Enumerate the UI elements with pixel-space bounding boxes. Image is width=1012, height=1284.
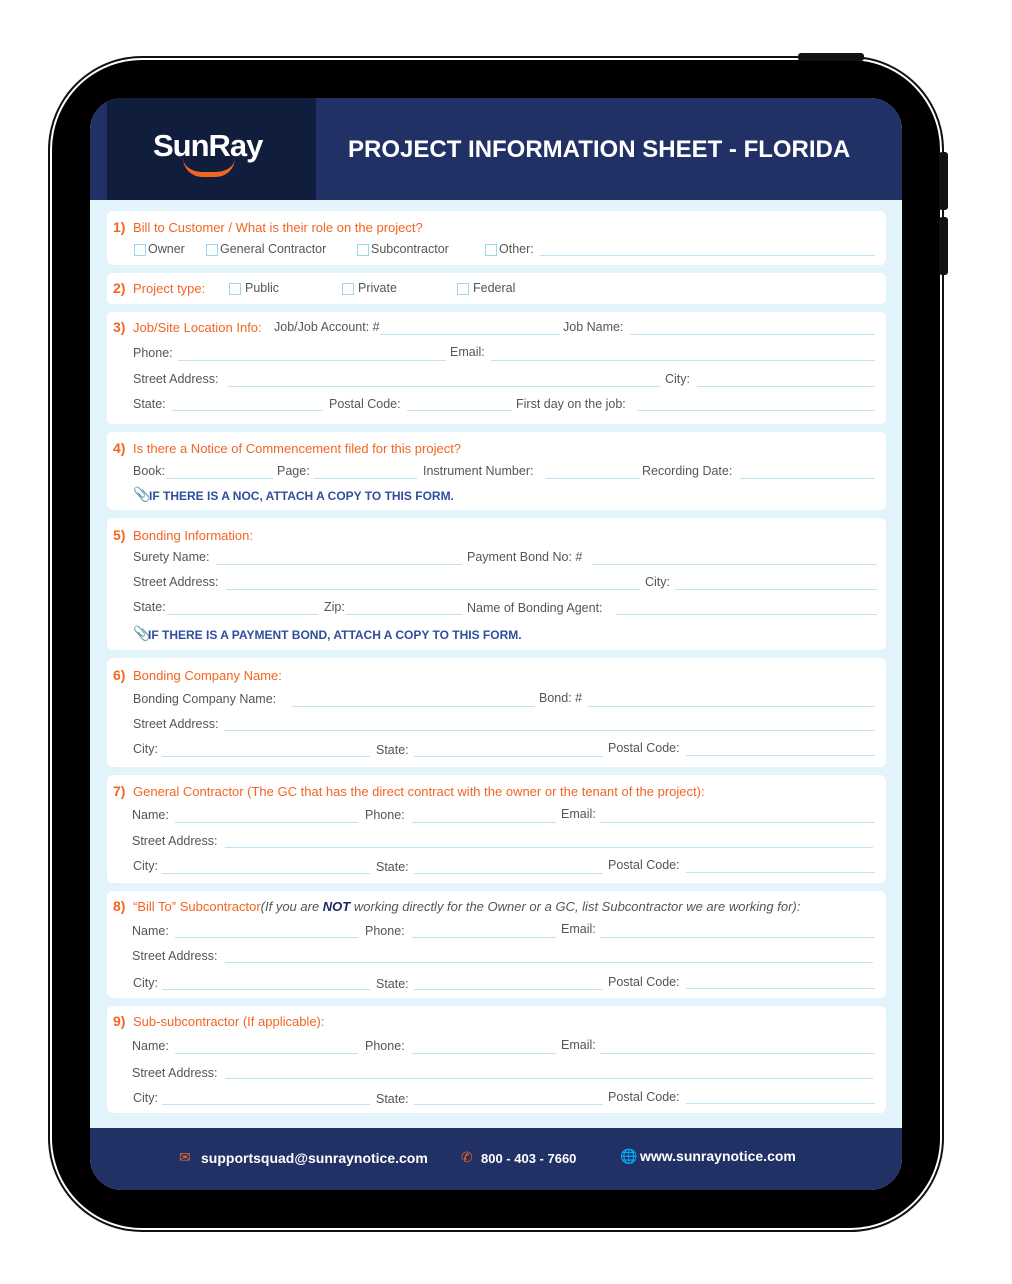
job-account-input[interactable] (380, 334, 560, 335)
job-name-label: Job Name: (563, 320, 624, 334)
street-label: Street Address: (133, 717, 219, 731)
book-input[interactable] (166, 478, 273, 479)
phone-label: Phone: (133, 346, 173, 360)
phone-label: Phone: (365, 808, 405, 822)
first-day-label: First day on the job: (516, 397, 626, 411)
phone-input[interactable] (412, 1053, 556, 1054)
payment-bond-label: Payment Bond No: # (467, 550, 583, 564)
volume-down-button (939, 217, 948, 275)
private-checkbox[interactable] (342, 283, 354, 295)
postal-code-input[interactable] (686, 1103, 875, 1104)
footer (90, 1128, 902, 1190)
phone-icon: ✆ (461, 1149, 473, 1165)
phone-label: Phone: (365, 1039, 405, 1053)
section-title: General Contractor (The GC that has the direct contract with the owner or the tenant of the project): (133, 784, 705, 799)
email-label: Email: (561, 922, 596, 936)
other-label: Other: (499, 242, 534, 256)
postal-code-input[interactable] (407, 410, 512, 411)
general-contractor-label: General Contractor (220, 242, 327, 256)
name-input[interactable] (175, 937, 358, 938)
email-input[interactable] (600, 822, 875, 823)
street-label: Street Address: (132, 949, 218, 963)
street-label: Street Address: (133, 372, 219, 386)
section-title: Bonding Information: (133, 528, 253, 543)
section-title: Job/Site Location Info: (133, 320, 262, 335)
state-input[interactable] (414, 756, 603, 757)
section-title: Sub-subcontractor (If applicable): (133, 1014, 325, 1029)
bonding-agent-input[interactable] (616, 614, 877, 615)
volume-up-button (939, 152, 948, 210)
street-input[interactable] (225, 962, 873, 963)
city-input[interactable] (162, 756, 370, 757)
job-name-input[interactable] (630, 334, 875, 335)
surety-name-label: Surety Name: (133, 550, 210, 564)
city-label: City: (133, 1091, 158, 1105)
federal-checkbox[interactable] (457, 283, 469, 295)
street-input[interactable] (228, 386, 660, 387)
public-checkbox[interactable] (229, 283, 241, 295)
street-label: Street Address: (132, 834, 218, 848)
state-input[interactable] (414, 1104, 603, 1105)
book-label: Book: (133, 464, 165, 478)
phone-label: Phone: (365, 924, 405, 938)
email-input[interactable] (600, 937, 875, 938)
city-label: City: (133, 859, 158, 873)
owner-checkbox[interactable] (134, 244, 146, 256)
city-input[interactable] (697, 386, 875, 387)
recording-date-label: Recording Date: (642, 464, 733, 478)
state-label: State: (376, 743, 409, 757)
city-label: City: (133, 976, 158, 990)
street-input[interactable] (225, 1078, 873, 1079)
section-number: 3) (113, 319, 126, 335)
noc-note: IF THERE IS A NOC, ATTACH A COPY TO THIS FORM. (149, 489, 454, 503)
state-label: State: (133, 600, 166, 614)
name-label: Name: (132, 808, 169, 822)
page-title: PROJECT INFORMATION SHEET - FLORIDA (348, 136, 851, 163)
phone-input[interactable] (178, 360, 446, 361)
postal-code-label: Postal Code: (608, 858, 680, 872)
subtitle-part: (If you are (260, 899, 323, 914)
owner-label: Owner (148, 242, 185, 256)
state-label: State: (376, 1092, 409, 1106)
envelope-icon: ✉ (179, 1149, 191, 1165)
state-input[interactable] (414, 989, 603, 990)
state-input[interactable] (172, 410, 323, 411)
city-input[interactable] (162, 873, 370, 874)
globe-icon: 🌐 (620, 1148, 638, 1164)
section-title (133, 899, 800, 914)
state-input[interactable] (414, 873, 603, 874)
phone-input[interactable] (412, 822, 556, 823)
bonding-agent-label: Name of Bonding Agent: (467, 601, 603, 615)
section-number: 8) (113, 898, 126, 914)
state-label: State: (376, 860, 409, 874)
zip-label: Zip: (324, 600, 345, 614)
state-input[interactable] (168, 614, 318, 615)
postal-code-input[interactable] (686, 755, 875, 756)
street-label: Street Address: (133, 575, 219, 589)
bond-number-input[interactable] (588, 706, 875, 707)
section-title: Bill to Customer / What is their role on the project? (133, 220, 423, 235)
name-input[interactable] (175, 1053, 358, 1054)
email-input[interactable] (491, 360, 875, 361)
instrument-number-input[interactable] (546, 478, 640, 479)
other-input[interactable] (540, 255, 875, 256)
section-number: 4) (113, 440, 126, 456)
surety-name-input[interactable] (216, 564, 462, 565)
other-checkbox[interactable] (485, 244, 497, 256)
city-input[interactable] (162, 1104, 370, 1105)
section-number: 7) (113, 783, 126, 799)
support-email-link[interactable]: supportsquad@sunraynotice.com (201, 1150, 428, 1166)
section-title-text: “Bill To” Subcontractor (133, 899, 261, 914)
paperclip-icon: 📎 (133, 486, 151, 502)
website-link[interactable]: www.sunraynotice.com (640, 1148, 796, 1164)
street-input[interactable] (225, 847, 873, 848)
city-input[interactable] (675, 589, 877, 590)
state-label: State: (133, 397, 166, 411)
bond-number-label: Bond: # (539, 691, 583, 705)
postal-code-label: Postal Code: (329, 397, 401, 411)
recording-date-input[interactable] (740, 478, 875, 479)
postal-code-label: Postal Code: (608, 1090, 680, 1104)
header (90, 98, 902, 200)
paperclip-icon: 📎 (133, 625, 151, 641)
subtitle-emphasis: NOT (322, 899, 351, 914)
street-input[interactable] (226, 589, 640, 590)
bonding-company-input[interactable] (292, 706, 535, 707)
email-label: Email: (561, 807, 596, 821)
email-label: Email: (450, 345, 485, 359)
street-input[interactable] (224, 730, 875, 731)
postal-code-label: Postal Code: (608, 741, 680, 755)
section-number: 2) (113, 280, 126, 296)
section-subtitle (261, 899, 801, 914)
subtitle-part: working directly for the Owner or a GC, list Subcontractor we are working for): (350, 899, 801, 914)
subcontractor-checkbox[interactable] (357, 244, 369, 256)
page-input[interactable] (314, 478, 417, 479)
logo (107, 98, 316, 200)
email-input[interactable] (600, 1053, 875, 1054)
section-number: 1) (113, 219, 126, 235)
first-day-input[interactable] (637, 410, 875, 411)
street-label: Street Address: (132, 1066, 218, 1080)
instrument-number-label: Instrument Number: (423, 464, 534, 478)
section-title: Is there a Notice of Commencement filed for this project? (133, 441, 462, 456)
city-label: City: (645, 575, 670, 589)
bonding-company-label: Bonding Company Name: (133, 692, 277, 706)
city-input[interactable] (162, 989, 370, 990)
section-number: 9) (113, 1013, 126, 1029)
zip-input[interactable] (346, 614, 462, 615)
power-button (798, 53, 864, 61)
subcontractor-label: Subcontractor (371, 242, 449, 256)
job-account-label: Job/Job Account: # (274, 320, 380, 334)
form-sheet (90, 98, 902, 1190)
name-label: Name: (132, 924, 169, 938)
email-label: Email: (561, 1038, 596, 1052)
postal-code-input[interactable] (686, 988, 875, 989)
private-label: Private (358, 281, 397, 295)
name-label: Name: (132, 1039, 169, 1053)
name-input[interactable] (175, 822, 358, 823)
section-number: 6) (113, 667, 126, 683)
phone-number[interactable]: 800 - 403 - 7660 (481, 1151, 577, 1166)
city-label: City: (665, 372, 690, 386)
payment-bond-note: IF THERE IS A PAYMENT BOND, ATTACH A COPY TO THIS FORM. (148, 628, 522, 642)
section-title: Project type: (133, 281, 206, 296)
postal-code-label: Postal Code: (608, 975, 680, 989)
federal-label: Federal (473, 281, 516, 295)
section-title: Bonding Company Name: (133, 668, 282, 683)
payment-bond-input[interactable] (592, 564, 877, 565)
page-label: Page: (277, 464, 310, 478)
state-label: State: (376, 977, 409, 991)
phone-input[interactable] (412, 937, 556, 938)
public-label: Public (245, 281, 280, 295)
general-contractor-checkbox[interactable] (206, 244, 218, 256)
logo-smile-icon (183, 158, 235, 177)
postal-code-input[interactable] (686, 872, 875, 873)
logo-text: SunRay (153, 128, 263, 163)
city-label: City: (133, 742, 158, 756)
section-number: 5) (113, 527, 126, 543)
